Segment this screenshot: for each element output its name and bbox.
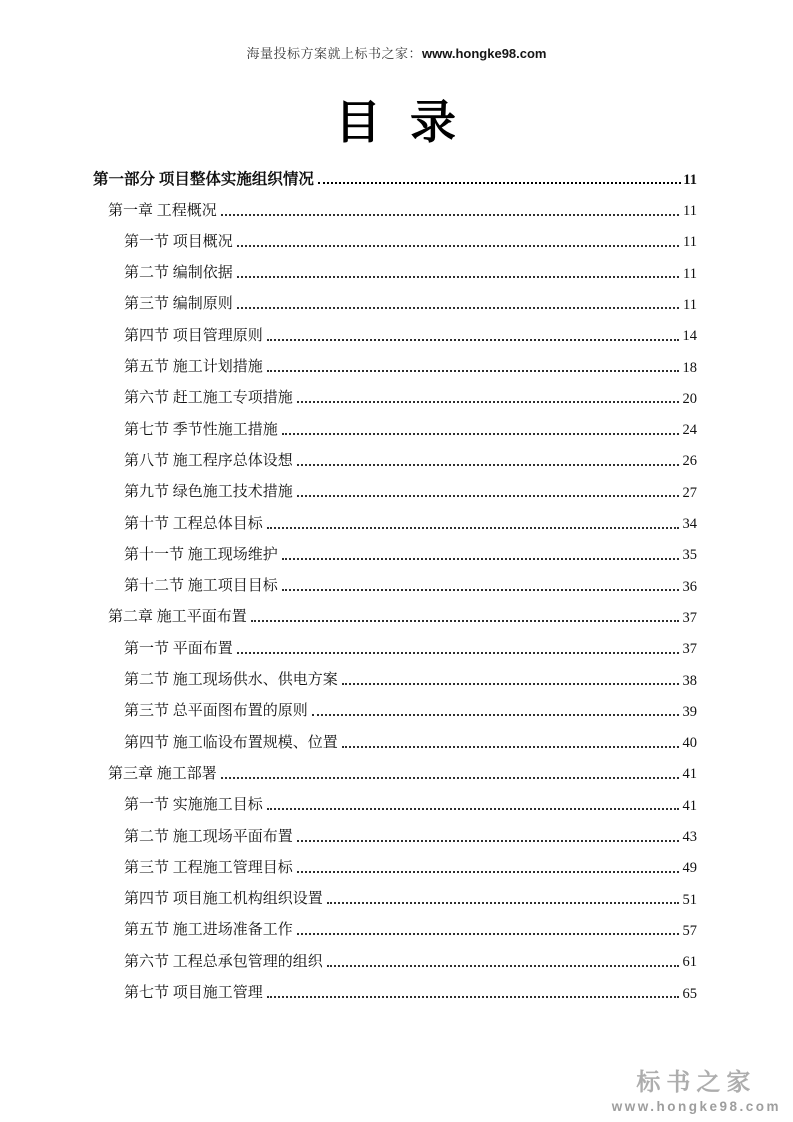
toc-entry-page: 37 [682,609,697,626]
header-slogan: 海量投标方案就上标书之家： [246,46,422,61]
toc-entry[interactable] [93,882,697,913]
toc-entry-label: 第三节 工程施工管理目标 [124,859,293,876]
toc-entry-page: 18 [682,359,697,376]
toc-entry-label: 第十节 工程总体目标 [124,515,263,532]
toc-entry-label: 第五节 施工进场准备工作 [124,922,293,939]
dot-leader [342,683,679,685]
toc-entry[interactable] [93,193,697,224]
dot-leader [267,527,679,529]
toc-entry-label: 第四节 施工临设布置规模、位置 [124,734,338,751]
toc-entry[interactable] [93,631,697,662]
toc-entry[interactable] [93,944,697,975]
toc-entry-label: 第一节 项目概况 [124,233,233,250]
dot-leader [297,933,679,935]
toc-entry-label: 第六节 工程总承包管理的组织 [124,953,323,970]
toc-entry[interactable] [93,506,697,537]
dot-leader [318,182,681,184]
toc-entry-page: 11 [683,265,697,282]
toc-entry-page: 57 [682,922,697,939]
toc-entry-page: 39 [682,703,697,720]
toc-entry-label: 第一节 平面布置 [124,640,233,657]
watermark-brand-logo: 标书之家 [636,1069,757,1096]
toc-entry-page: 11 [683,171,697,188]
toc-entry[interactable] [93,788,697,819]
toc-entry[interactable] [93,569,697,600]
toc-entry-label: 第三章 施工部署 [108,765,217,782]
toc-entry-label: 第五节 施工计划措施 [124,359,263,376]
toc-entry-label: 第二节 编制依据 [124,265,233,282]
toc-entry-page: 65 [682,985,697,1002]
dot-leader [237,307,679,309]
watermark [612,1062,781,1114]
toc-entry[interactable] [93,444,697,475]
dot-leader [267,808,679,810]
toc-entry[interactable] [93,600,697,631]
toc-entry-page: 11 [683,296,697,313]
dot-leader [327,902,679,904]
toc-entry[interactable] [93,725,697,756]
toc-entry[interactable] [93,913,697,944]
toc-entry-label: 第二章 施工平面布置 [108,609,247,626]
toc-entry-label: 第九节 绿色施工技术措施 [124,484,293,501]
toc-entry[interactable] [93,318,697,349]
toc-entry-label: 第十一节 施工现场维护 [124,546,278,563]
toc-entry[interactable] [93,412,697,443]
toc-entry-label: 第三节 总平面图布置的原则 [124,703,308,720]
toc-entry-page: 14 [682,328,697,345]
toc-entry-label: 第二节 施工现场平面布置 [124,828,293,845]
dot-leader [251,620,679,622]
toc-entry-label: 第三节 编制原则 [124,296,233,313]
toc-entry-label: 第一节 实施施工目标 [124,797,263,814]
toc-entry[interactable] [93,538,697,569]
toc-entry-page: 38 [682,672,697,689]
toc-entry-page: 11 [683,234,697,251]
toc-entry-page: 26 [682,453,697,470]
toc-entry-page: 20 [682,390,697,407]
toc-entry-label: 第六节 赶工施工专项措施 [124,390,293,407]
toc-entry-page: 35 [682,547,697,564]
toc-entry-page: 49 [682,860,697,877]
dot-leader [267,339,679,341]
toc-entry-label: 第八节 施工程序总体设想 [124,452,293,469]
toc-entry-label: 第七节 项目施工管理 [124,985,263,1002]
toc-list [93,162,697,1007]
toc-entry-page: 34 [682,516,697,533]
toc-entry[interactable] [93,256,697,287]
toc-entry[interactable] [93,851,697,882]
toc-entry[interactable] [93,976,697,1007]
toc-entry-page: 51 [682,891,697,908]
dot-leader [312,714,679,716]
toc-entry-page: 11 [683,203,697,220]
dot-leader [297,871,679,873]
toc-entry[interactable] [93,162,697,193]
toc-entry-label: 第四节 项目施工机构组织设置 [124,891,323,908]
toc-entry[interactable] [93,225,697,256]
toc-entry[interactable] [93,287,697,318]
dot-leader [237,652,679,654]
toc-entry-page: 36 [682,578,697,595]
dot-leader [221,777,679,779]
dot-leader [297,464,679,466]
dot-leader [282,558,679,560]
dot-leader [297,401,679,403]
toc-entry-page: 40 [682,735,697,752]
dot-leader [297,495,679,497]
dot-leader [237,276,679,278]
dot-leader [237,245,679,247]
toc-entry[interactable] [93,694,697,725]
dot-leader [297,840,679,842]
toc-entry-label: 第一章 工程概况 [108,202,217,219]
dot-leader [267,996,679,998]
toc-entry-page: 61 [682,954,697,971]
toc-title: 目 录 [335,97,458,148]
page-header [0,46,793,63]
toc-entry-label: 第十二节 施工项目目标 [124,578,278,595]
toc-entry-label: 第七节 季节性施工措施 [124,421,278,438]
dot-leader [342,746,679,748]
toc-entry[interactable] [93,663,697,694]
toc-entry-label: 第二节 施工现场供水、供电方案 [124,672,338,689]
toc-entry[interactable] [93,381,697,412]
toc-entry-page: 43 [682,829,697,846]
watermark-url: www.hongke98.com [611,1099,781,1114]
toc-entry-page: 37 [682,641,697,658]
dot-leader [282,433,679,435]
dot-leader [221,214,679,216]
dot-leader [327,965,679,967]
toc-entry-page: 41 [682,797,697,814]
toc-entry[interactable] [93,350,697,381]
dot-leader [282,589,679,591]
toc-entry[interactable] [93,757,697,788]
header-url-link[interactable]: www.hongke98.com [422,46,547,61]
toc-entry-page: 41 [682,766,697,783]
dot-leader [267,370,679,372]
toc-entry[interactable] [93,475,697,506]
toc-entry-page: 27 [682,484,697,501]
toc-entry-label: 第一部分 项目整体实施组织情况 [93,170,314,188]
toc-entry-page: 24 [682,422,697,439]
toc-entry[interactable] [93,819,697,850]
toc-entry-label: 第四节 项目管理原则 [124,327,263,344]
